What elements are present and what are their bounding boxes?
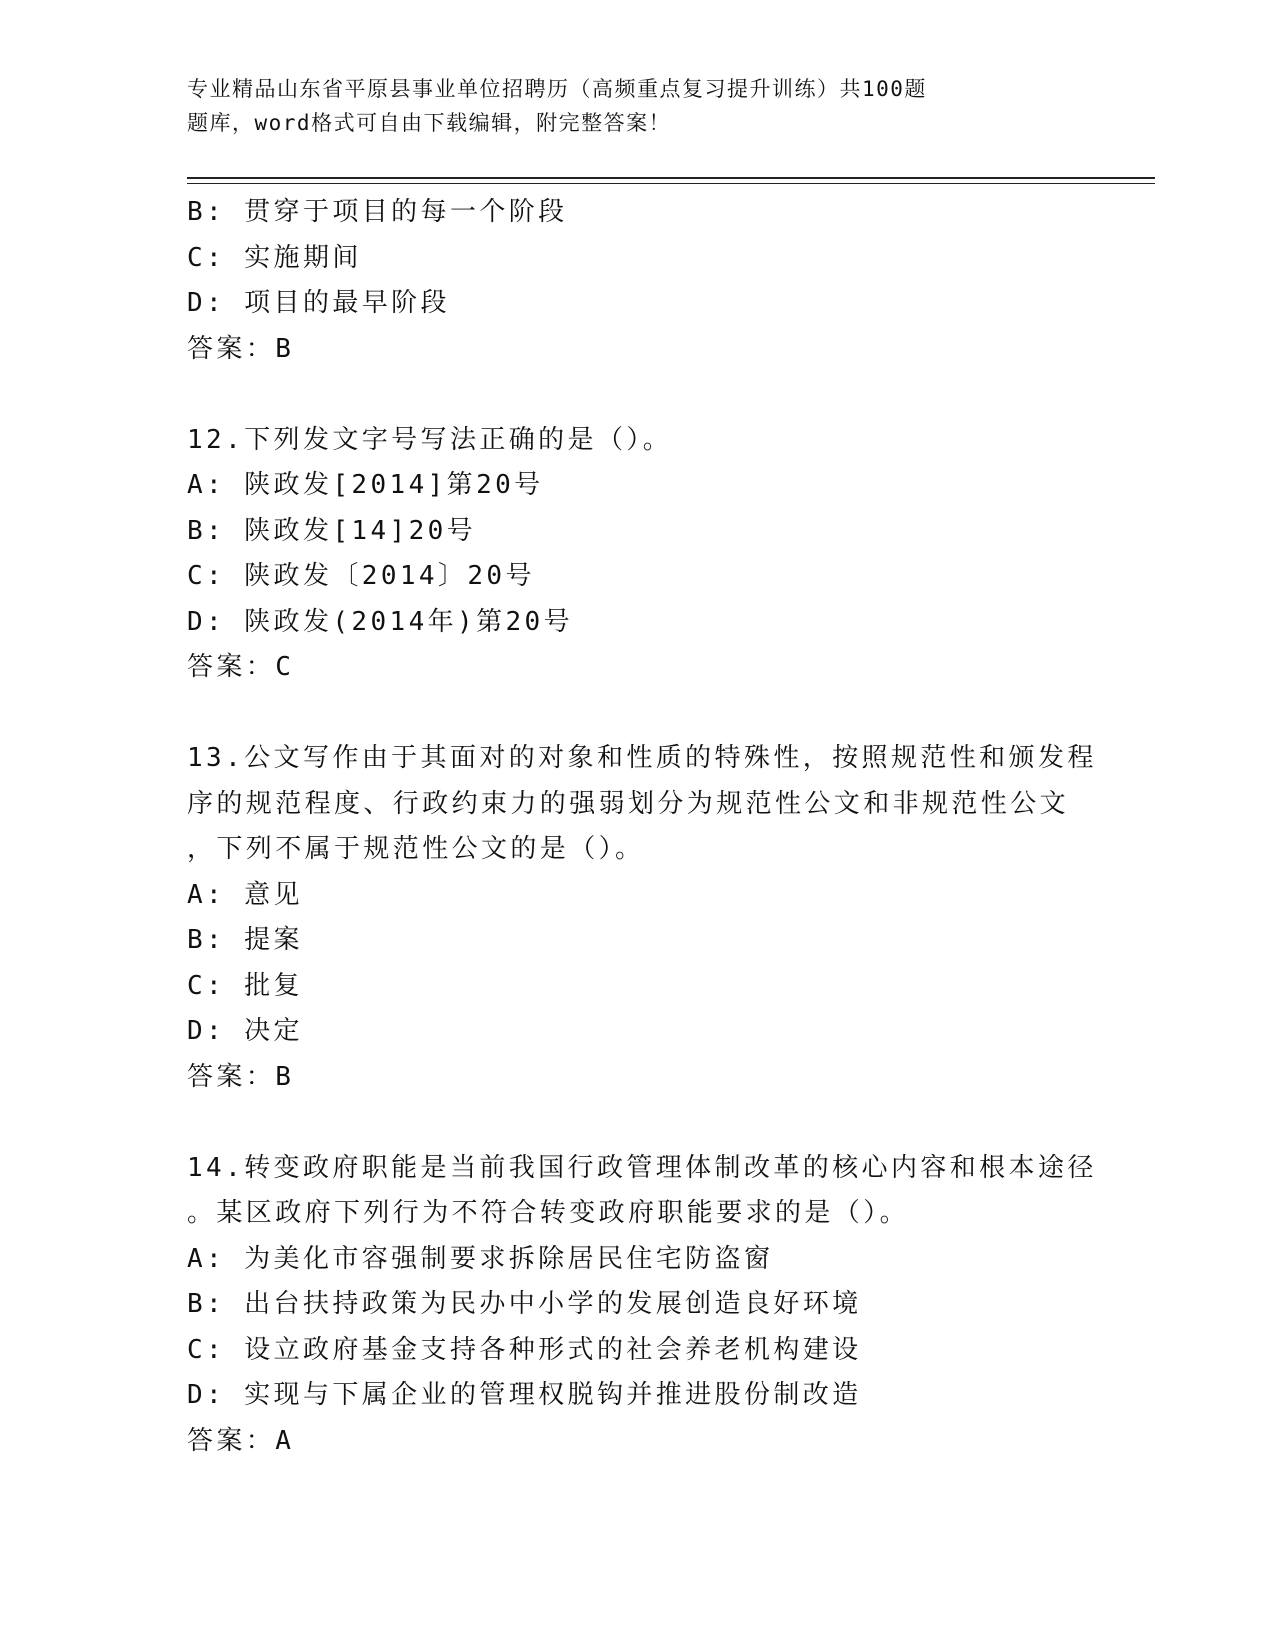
q12-option-c: C: 陕政发〔2014〕20号 [187, 561, 535, 591]
q13-stem-line-2: 序的规范程度、行政约束力的强弱划分为规范性公文和非规范性公文 [187, 788, 1070, 819]
q13-answer: 答案：B [187, 1061, 295, 1092]
header-divider-thin [187, 183, 1155, 184]
q11-option-c: C: 实施期间 [187, 242, 362, 273]
header-divider-thick [187, 177, 1155, 179]
q13-stem-line-3: ，下列不属于规范性公文的是（）。 [187, 834, 645, 864]
document-header [187, 72, 1047, 140]
q12-option-d: D: 陕政发(2014年)第20号 [187, 606, 573, 637]
q14-stem-line-1: 14.转变政府职能是当前我国行政管理体制改革的核心内容和根本途径 [187, 1152, 1097, 1183]
q11-option-b: B: 贯穿于项目的每一个阶段 [187, 197, 568, 227]
q13-option-a: A: 意见 [187, 879, 303, 910]
q11-option-d: D: 项目的最早阶段 [187, 288, 450, 318]
question-gap [187, 1100, 1087, 1146]
q14-option-d: D: 实现与下属企业的管理权脱钩并推进股份制改造 [187, 1380, 862, 1410]
question-gap [187, 372, 1087, 418]
q14-stem-line-2: 。某区政府下列行为不符合转变政府职能要求的是（）。 [187, 1198, 910, 1228]
q13-option-d: D: 决定 [187, 1016, 303, 1046]
q13-option-b: B: 提案 [187, 925, 303, 955]
q12-answer: 答案：C [187, 652, 295, 682]
q12-stem: 12.下列发文字号写法正确的是（）。 [187, 424, 673, 455]
q13-option-c: C: 批复 [187, 970, 303, 1001]
question-list [187, 190, 1097, 1464]
header-title-line-1: 专业精品山东省平原县事业单位招聘历（高频重点复习提升训练）共100题 [187, 77, 927, 101]
q12-option-a: A: 陕政发[2014]第20号 [187, 470, 544, 500]
q13-stem-line-1: 13.公文写作由于其面对的对象和性质的特殊性，按照规范性和颁发程 [187, 743, 1097, 773]
question-gap [187, 691, 1087, 737]
q14-option-a: A: 为美化市容强制要求拆除居民住宅防盗窗 [187, 1243, 774, 1274]
q14-answer: 答案：A [187, 1425, 295, 1456]
q11-answer: 答案：B [187, 333, 295, 364]
header-title-line-2: 题库，word格式可自由下载编辑，附完整答案！ [187, 111, 672, 135]
q12-option-b: B: 陕政发[14]20号 [187, 515, 477, 546]
q14-option-b: B: 出台扶持政策为民办中小学的发展创造良好环境 [187, 1289, 862, 1319]
q14-option-c: C: 设立政府基金支持各种形式的社会养老机构建设 [187, 1334, 862, 1365]
